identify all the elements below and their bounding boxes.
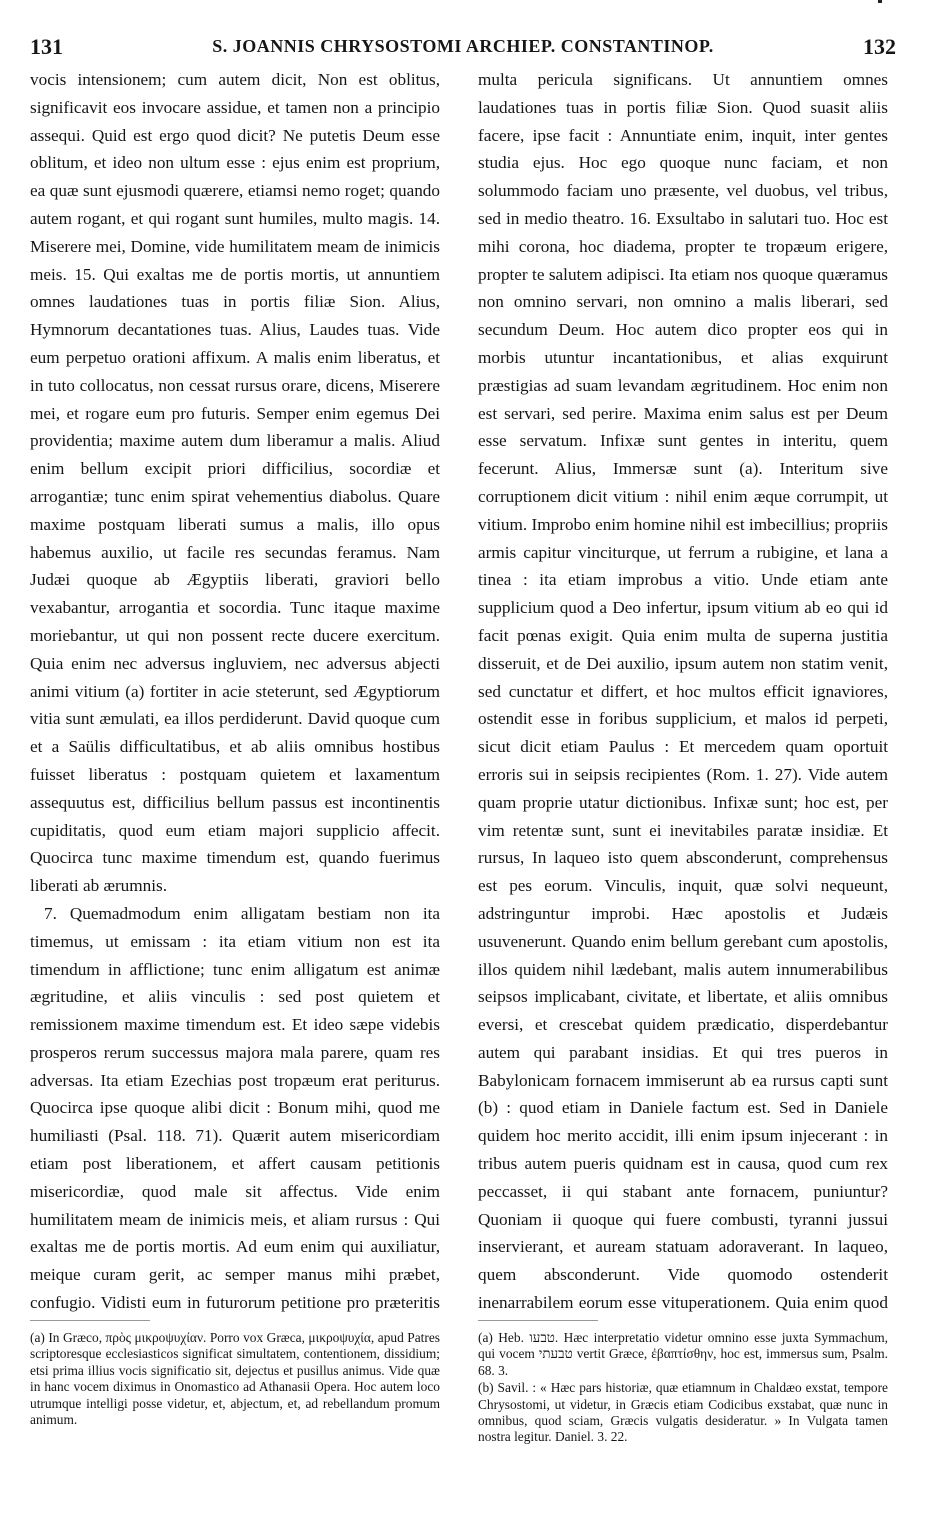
page-edge-mark <box>878 0 882 3</box>
left-paragraph-2: 7. Quemadmodum enim alligatam bestiam non ita timemus, ut emissam : ita etiam vitium non est ita timendum in afflictione; tunc enim alligatum est animæ ægritudine, et aliis vinculis : sed post quietem et remissionem maxime timendum est. Et ideo sæpe videbis prosperos rerum successus majora mala parere, quam res adversas. Ita etiam Ezechias post tropæum erat periturus. Quocirca ipse quoque alibi dicit : Bonum mihi, quod me humiliasti (Psal. 118. 71). Quærit autem misericordiam etiam post liberationem, et affert causam petitionis misericordiæ, quod male sit affectus. Vide enim humilitatem meam de inimicis meis, et aliam rursus : Qui exaltas me de portis mortis. Ad eum enim qui auxiliatur, meique curam gerit, ac semper manus mihi præbet, confugio. Vidisti eum in futurorum petitione pro præteritis <box>30 903 440 1313</box>
footnote-left-a: (a) In Græco, πρὸς μικροψυχίαν. Porro vox Græca, μικροψυχία, apud Patres scriptoresque ecclesiasticos significat simultatem, contentionem, dissidium; etsi prima illius vocis significatio sit, dejectus et pusillus animus. Vide quæ in hanc vocem diximus in Onomastico ad Athanasii Opera. Hoc autem loco utrumque intelligi posse videtur, et, abjectum, et, ad rebellandum promum animum. <box>30 1330 440 1428</box>
running-header <box>30 34 896 64</box>
page-number-left: 131 <box>30 34 63 59</box>
footnote-right-a: (a) Heb. טבעו. Hæc interpretatio videtur omnino esse juxta Symmachum, qui vocem טבעתי vertit Græce, ἐβαπτίσθην, hoc est, immersus sum, Psalm. 68. 3. <box>478 1330 888 1378</box>
footnotes-left <box>30 1330 440 1530</box>
right-paragraph-1: multa pericula significans. Ut annuntiem omnes laudationes tuas in portis filiæ Sion. Quod suasit aliis facere, ipse facit : Annuntiate enim, inquit, inter gentes studia ejus. Hoc ego quoque nunc faciam, et non solummodo faciam uno præsente, vel duobus, vel tribus, sed in medio theatro. 16. Exsultabo in salutari tuo. Hoc est mihi corona, hoc diadema, propter te tropæum erigere, propter te salutem adipisci. Ita etiam nos quoque quæramus non omnino servari, non omnino a malis liberari, sed secundum Deum. Hoc autem dico propter eos qui in morbis utuntur incantationibus, et alias exquirunt præstigias ad suam levandam ægritudinem. Hoc enim non est servari, sed perire. Maxima enim salus est per Deum esse servatum. Infixæ sunt gentes in interitu, quem fecerunt. Alius, Immersæ sunt (a). Interitum sive corruptionem dicit vitium : nihil enim æque corrumpit, ut vitium. Improbo enim homine nihil est imbecillius; propriis armis capitur vinciturque, ut ferrum a rubigine, et lana a tinea : ita etiam improbus a vitio. Unde etiam ante supplicium quod a Deo infertur, ipsum vitium ab eo qui id facit pœnas exigit. Quia enim multa de superna justitia disseruit, et de Dei auxilio, ipsum autem non statim venit, sed cunctatur et differt, et hoc multos efficit ignaviores, ostendit esse in foribus supplicium, et malos id perpeti, sicut dicit etiam Paulus : Et mercedem quam oportuit erroris sui in seipsis recipientes (Rom. 1. 27). Vide autem quam proprie utatur dictionibus. Infixæ sunt; hoc est, per vim retentæ sunt, sunt ei inevitabiles paratæ insidiæ. Et rursus, In laqueo isto quem absconderunt, comprehensus est pes eorum. Vinculis, inquit, quæ solvi nequeunt, adstringuntur improbi. Hæc apostolis et Judæis usuvenerunt. Quando enim bellum gerebant cum apostolis, illos quidem nihil lædebant, malis autem innumerabilibus seipsos implicabant, civitate, et libertate, et aliis omnibus eversi, et crescebat quidem prædicatio, disperdebantur autem qui parabant insidias. Et qui tres pueros in Babylonicam fornacem immiserunt ab ea rursus capti sunt (b) : quod etiam in Daniele factum est. Sed in Daniele quidem hoc merito accidit, illi enim ipsum injecerant : in tribus autem pueris quidnam est in causa, quod cum rex peccasset, ii qui stabant ante fornacem, puniuntur? Quoniam ii quoque qui fuere combusti, tyranni jussui inservierant, et auream statuam adoraverant. In laqueo, quem absconderunt. Vide quomodo ostenderit inenarrabilem eorum esse vituperationem. Quia enim quod <box>478 70 888 1313</box>
page-number-right: 132 <box>863 34 896 59</box>
running-title: S. JOANNIS CHRYSOSTOMI ARCHIEP. CONSTANTINOP. <box>212 36 714 56</box>
left-text-column <box>30 66 440 1316</box>
left-paragraph-1: vocis intensionem; cum autem dicit, Non est oblitus, significavit eos invocare assidue, et tamen non a principio assequi. Quid est ergo quod dicit? Ne putetis Deum esse oblitum, et ideo non ultum esse : ejus enim est proprium, ea quæ sunt ejusmodi quærere, etiamsi nemo roget; quando autem rogant, et qui rogant sunt humiles, multo magis. 14. Miserere mei, Domine, vide humilitatem meam de inimicis meis. 15. Qui exaltas me de portis mortis, ut annuntiem omnes laudationes tuas in portis filiæ Sion. Alius, Hymnorum decantationes tuas. Alius, Laudes tuas. Vide eum perpetuo orationi affixum. A malis enim liberatus, et in tuto collocatus, non cessat rursus orare, dicens, Miserere mei, et rogare eum pro futuris. Semper enim egemus Dei providentia; maxime autem dum liberamur a malis. Aliud enim bellum excipit priori difficilius, socordiæ et arrogantiæ; tunc enim spirat vehementius diabolus. Quare maxime postquam liberati sumus a malis, illo opus habemus auxilio, ut facile res secundas feramus. Nam Judæi quoque ab Ægyptiis liberati, graviori bello vexabantur, arrogantia et socordia. Tunc itaque maxime moriebantur, ut qui non possent recte ducere exercitum. Quia enim nec adversus ingluviem, nec adversus abjecti animi vitium (a) fortiter in acie steterunt, sed Ægyptiorum vitia sunt æmulati, ea illos perdiderunt. David quoque cum et a Saülis difficultatibus, et ab aliis omnibus hostibus fuisset liberatus : postquam quietem et laxamentum assequutus est, difficilius bellum passus est incontinentis cupiditatis, quod eum etiam majori supplicio affecit. Quocirca tunc maxime timendum est, quando fuerimus liberati ab ærumnis. <box>30 70 440 896</box>
right-text-column <box>478 66 888 1316</box>
footnotes-right <box>478 1330 888 1530</box>
footnote-divider-left <box>30 1320 150 1321</box>
footnote-right-b: (b) Savil. : « Hæc pars historiæ, quæ etiamnum in Chaldæo exstat, tempore Chrysostomi, ut videtur, in Græcis etiam Codicibus exstabat, quæ nunc in omnibus, quod sciam, Græcis vulgatis desideratur. » In Vulgata tamen nostra legitur. Daniel. 3. 22. <box>478 1380 888 1445</box>
footnote-divider-right <box>478 1320 598 1321</box>
